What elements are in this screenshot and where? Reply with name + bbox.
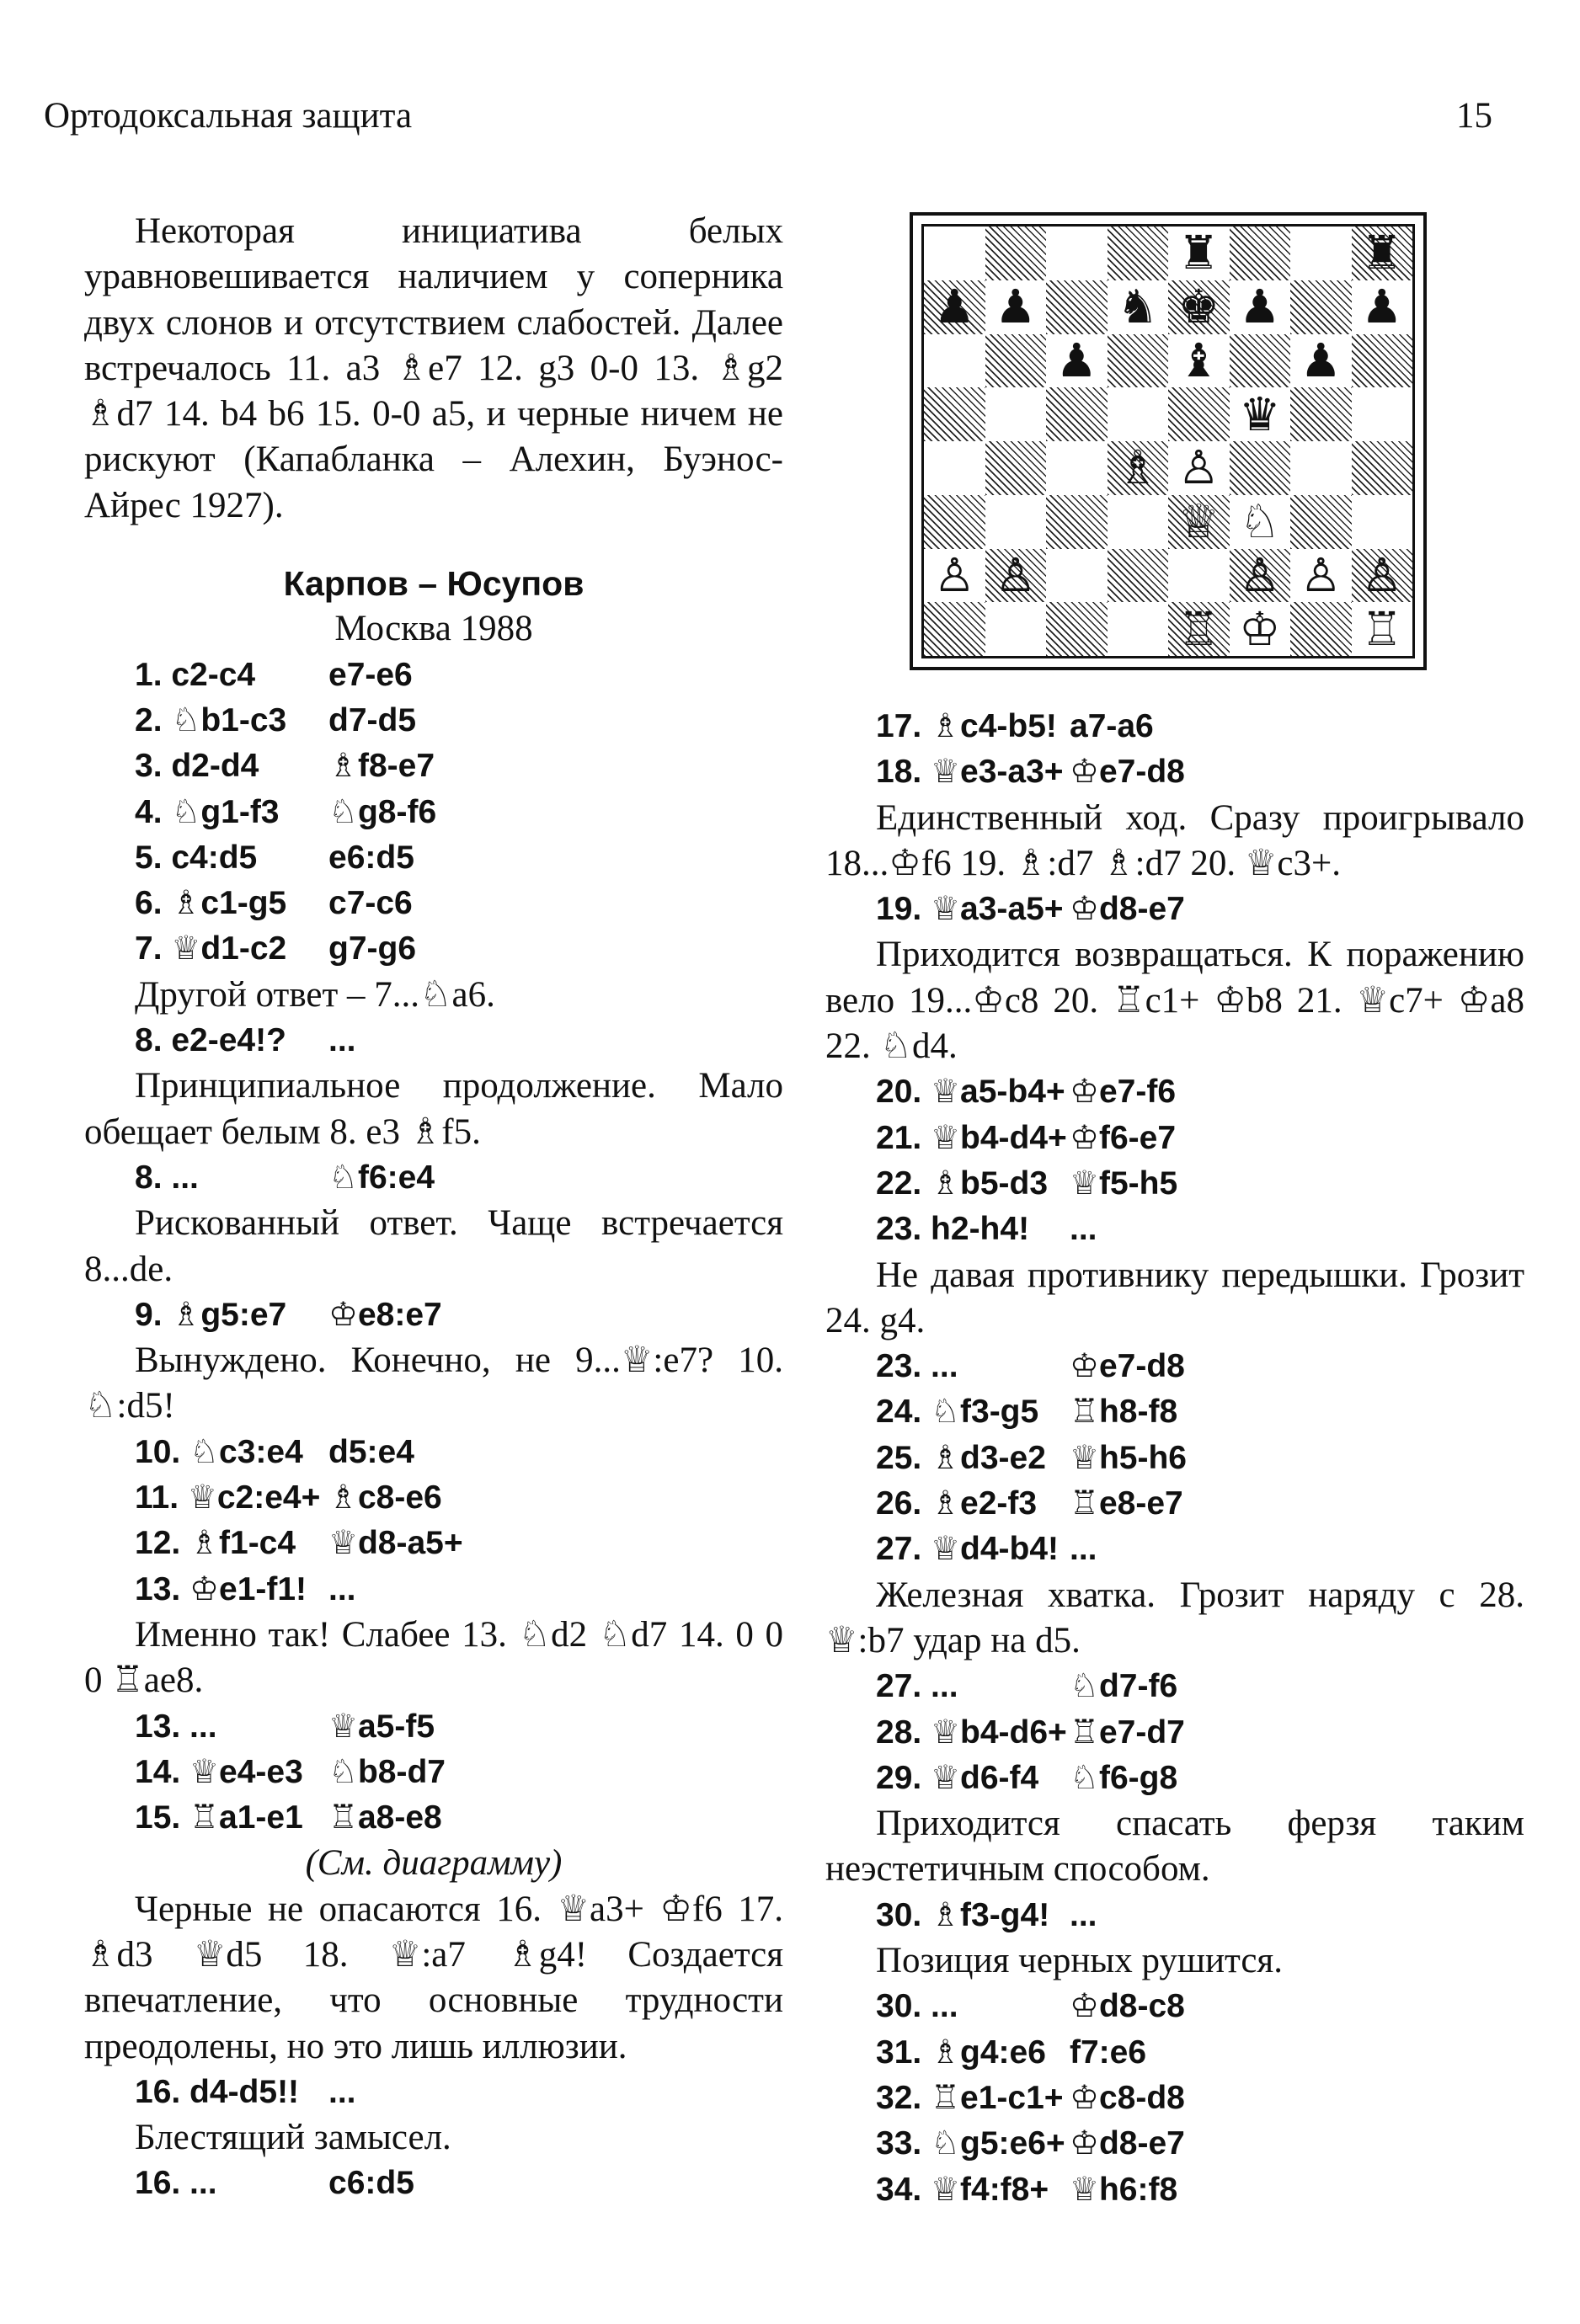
black-move: ♖a8-e8 [328, 1799, 442, 1836]
black-move: ♕h6:f8 [1070, 2171, 1178, 2208]
board-square [1168, 549, 1230, 603]
black-move: ♔e7-d8 [1070, 1348, 1185, 1385]
black-move: ♘b8-d7 [328, 1753, 446, 1790]
move-row [825, 749, 1524, 795]
board-square [1230, 441, 1291, 495]
black-move: ... [1070, 1211, 1097, 1248]
board-square [924, 387, 985, 441]
board-square [1230, 495, 1291, 549]
chess-piece-icon: ♟ [995, 280, 1037, 334]
white-move: 16. ... [135, 2165, 217, 2202]
left-column [84, 209, 783, 2207]
chess-diagram [910, 212, 1427, 670]
move-row [84, 1018, 783, 1063]
board-square [1046, 549, 1108, 603]
chess-piece-icon: ♛ [1239, 386, 1281, 441]
black-move: c6:d5 [328, 2165, 414, 2202]
commentary: Принципиальное продолжение. Мало обещает белым 8. e3 ♗f5. [84, 1066, 783, 1152]
board-square [1230, 387, 1291, 441]
commentary: Позиция черных рушится. [876, 1941, 1283, 1981]
board-square [924, 495, 985, 549]
board-square [1168, 602, 1230, 656]
board-square [1290, 227, 1352, 280]
board-square [1290, 441, 1352, 495]
board-square [1046, 280, 1108, 334]
move-row [825, 1527, 1524, 1572]
chess-piece-icon: ♖ [1177, 601, 1220, 656]
move-row [84, 926, 783, 972]
board-square [985, 549, 1047, 603]
black-move: ♔c8-d8 [1070, 2079, 1185, 2116]
board-square [1108, 495, 1169, 549]
white-move: 27. ♕d4-b4! [876, 1531, 1060, 1568]
chess-piece-icon: ♖ [1361, 601, 1403, 656]
black-move: f7:e6 [1070, 2034, 1147, 2071]
white-move: 24. ♘f3-g5 [876, 1394, 1039, 1431]
board-square [1046, 441, 1108, 495]
commentary: Вынуждено. Конечно, не 9...♕:e7? 10. ♘:d5! [84, 1341, 783, 1426]
white-move: 8. ... [135, 1159, 199, 1196]
board-square [1046, 334, 1108, 388]
white-move: 23. h2-h4! [876, 1211, 1030, 1248]
move-row [825, 1389, 1524, 1435]
white-move: 14. ♕e4-e3 [135, 1753, 303, 1790]
move-row [825, 1161, 1524, 1207]
white-move: 23. ... [876, 1348, 958, 1385]
white-move: 30. ♗f3-g4! [876, 1896, 1050, 1933]
commentary: Другой ответ – 7...♘a6. [135, 974, 495, 1015]
black-move: c7-c6 [328, 885, 413, 922]
white-move: 29. ♕d6-f4 [876, 1759, 1039, 1796]
commentary: Именно так! Слабее 13. ♘d2 ♘d7 14. 0 0 0 ♖ae8. [84, 1614, 783, 1701]
black-move: e6:d5 [328, 839, 414, 876]
black-move: d7-d5 [328, 701, 417, 738]
board-square [1046, 227, 1108, 280]
white-move: 16. d4-d5!! [135, 2073, 300, 2110]
chess-piece-icon: ♙ [1177, 440, 1220, 495]
chess-piece-icon: ♜ [1361, 226, 1403, 280]
move-row [825, 2167, 1524, 2213]
board-square [1168, 280, 1230, 334]
commentary: Рискованный ответ. Чаще встречается 8...de. [84, 1203, 783, 1289]
commentary: Железная хватка. Грозит наряду с 28. ♕:b7 удар на d5. [825, 1575, 1524, 1660]
black-move: ♕h5-h6 [1070, 1439, 1187, 1476]
board-square [1230, 549, 1291, 603]
board-square [924, 334, 985, 388]
move-row [825, 1984, 1524, 2029]
board-square [1046, 495, 1108, 549]
black-move: ♘f6:e4 [328, 1159, 435, 1196]
board-square [1108, 387, 1169, 441]
move-row [84, 1475, 783, 1521]
board-square [1108, 602, 1169, 656]
chapter-title: Ортодоксальная защита [44, 96, 413, 136]
chess-piece-icon: ♙ [1361, 547, 1403, 602]
black-move: ... [328, 2073, 356, 2110]
black-move: ♔e7-f6 [1070, 1074, 1177, 1111]
board-square [985, 441, 1047, 495]
board-square [1352, 549, 1413, 603]
black-move: ♗f8-e7 [328, 748, 435, 785]
black-move: ... [1070, 1896, 1097, 1933]
board-square [985, 280, 1047, 334]
black-move: ♔e8:e7 [328, 1296, 442, 1333]
chess-piece-icon: ♔ [1239, 601, 1281, 656]
page-number: 15 [1456, 96, 1492, 136]
black-move: ... [328, 1022, 356, 1059]
board-square [985, 387, 1047, 441]
move-row [84, 1430, 783, 1475]
board-square [924, 602, 985, 656]
board-square [924, 227, 985, 280]
white-move: 8. e2-e4!? [135, 1022, 286, 1059]
black-move: ♖e8-e7 [1070, 1485, 1183, 1522]
board-square [1108, 441, 1169, 495]
move-row [84, 1750, 783, 1795]
chess-piece-icon: ♗ [1117, 440, 1159, 495]
white-move: 5. c4:d5 [135, 839, 258, 876]
move-row [825, 1893, 1524, 1938]
move-row [84, 1795, 783, 1841]
move-row [825, 1436, 1524, 1481]
board-square [1108, 334, 1169, 388]
black-move: ... [328, 1570, 356, 1607]
white-move: 6. ♗c1-g5 [135, 885, 287, 922]
chess-piece-icon: ♟ [1239, 280, 1281, 334]
move-row [84, 1293, 783, 1338]
black-move: ♔f6-e7 [1070, 1119, 1177, 1156]
game-place: Москва 1988 [334, 609, 533, 649]
board-square [1168, 441, 1230, 495]
board-square [924, 549, 985, 603]
chess-piece-icon: ♜ [1177, 226, 1220, 280]
black-move: ♘g8-f6 [328, 793, 437, 830]
move-row [84, 2070, 783, 2115]
white-move: 10. ♘c3:e4 [135, 1433, 303, 1470]
move-row [825, 1481, 1524, 1527]
white-move: 18. ♕e3-a3+ [876, 754, 1064, 791]
black-move: ♗c8-e6 [328, 1479, 442, 1516]
chess-piece-icon: ♞ [1117, 280, 1159, 334]
board-square [985, 602, 1047, 656]
board-square [1352, 602, 1413, 656]
commentary: Блестящий замысел. [135, 2118, 451, 2158]
move-row [84, 1704, 783, 1750]
chess-piece-icon: ♙ [933, 547, 975, 602]
commentary: Не давая противнику передышки. Грозит 24. g4. [825, 1255, 1524, 1341]
move-row [825, 1069, 1524, 1115]
white-move: 33. ♘g5:e6+ [876, 2125, 1065, 2162]
black-move: d5:e4 [328, 1433, 414, 1470]
move-row [84, 744, 783, 789]
commentary: Приходится спасать ферзя таким неэстетичным способом. [825, 1804, 1524, 1890]
board-square [985, 495, 1047, 549]
white-move: 26. ♗e2-f3 [876, 1485, 1038, 1522]
white-move: 11. ♕c2:e4+ [135, 1479, 321, 1516]
white-move: 20. ♕a5-b4+ [876, 1074, 1065, 1111]
intro-paragraph: Некоторая инициатива белых уравновешивается наличием у соперника двух слонов и отсутствием слабостей. Далее встречалось 11. a3 ♗e7 12. g3 0-0 13. ♗g2 ♗d7 14. b4 b6 15. 0-0 a5, и черные ничем не рискуют (Капабланка – Алехин, Буэнос-Айрес 1927). [84, 211, 783, 525]
chess-piece-icon: ♟ [1361, 280, 1403, 334]
move-row [84, 1155, 783, 1201]
black-move: g7-g6 [328, 930, 417, 967]
white-move: 31. ♗g4:e6 [876, 2034, 1046, 2071]
move-row [825, 2076, 1524, 2121]
move-row [84, 1567, 783, 1612]
move-row [84, 790, 783, 835]
white-move: 27. ... [876, 1668, 958, 1705]
black-move: ♔e7-d8 [1070, 754, 1185, 791]
chess-piece-icon: ♟ [933, 280, 975, 334]
black-move: ♘d7-f6 [1070, 1668, 1178, 1705]
board-square [1230, 334, 1291, 388]
black-move: a7-a6 [1070, 708, 1154, 744]
white-move: 30. ... [876, 1988, 958, 2025]
board-square [1230, 602, 1291, 656]
board-square [985, 227, 1047, 280]
black-move: e7-e6 [328, 656, 413, 693]
chess-piece-icon: ♘ [1239, 494, 1281, 549]
chess-piece-icon: ♟ [1055, 333, 1097, 387]
board-square [924, 441, 985, 495]
move-row [84, 653, 783, 698]
board-square [1290, 280, 1352, 334]
white-move: 3. d2-d4 [135, 748, 259, 785]
board-square [1168, 495, 1230, 549]
move-row [84, 2161, 783, 2206]
commentary: Единственный ход. Сразу проигрывало 18...♔f6 19. ♗:d7 ♗:d7 20. ♕c3+. [825, 797, 1524, 883]
move-row [825, 1756, 1524, 1801]
move-row [825, 2121, 1524, 2167]
board-square [1168, 334, 1230, 388]
move-row [84, 698, 783, 744]
move-row [825, 1344, 1524, 1389]
board-square [1168, 227, 1230, 280]
board-square [1230, 280, 1291, 334]
white-move: 19. ♕a3-a5+ [876, 891, 1064, 928]
white-move: 34. ♕f4:f8+ [876, 2171, 1049, 2208]
black-move: ♘f6-g8 [1070, 1759, 1178, 1796]
white-move: 13. ♔e1-f1! [135, 1570, 307, 1607]
white-move: 15. ♖a1-e1 [135, 1799, 303, 1836]
move-row [825, 1664, 1524, 1709]
board-square [1046, 602, 1108, 656]
chess-piece-icon: ♟ [1300, 333, 1342, 387]
black-move: ♔d8-c8 [1070, 1988, 1185, 2025]
white-move: 4. ♘g1-f3 [135, 793, 280, 830]
left-moves [84, 653, 783, 2207]
board-square [1108, 549, 1169, 603]
diagram-caption: (См. диаграмму) [305, 1843, 563, 1884]
white-move: 17. ♗c4-b5! [876, 708, 1057, 744]
commentary: Черные не опасаются 16. ♕a3+ ♔f6 17. ♗d3 ♕d5 18. ♕:a7 ♗g4! Создается впечатление, что основные трудности преодолены, но это лишь иллюзии. [84, 1889, 783, 2066]
white-move: 25. ♗d3-e2 [876, 1439, 1046, 1476]
black-move: ♖h8-f8 [1070, 1394, 1178, 1431]
move-row [825, 704, 1524, 749]
board-square [1352, 495, 1413, 549]
board-square [1290, 549, 1352, 603]
chess-piece-icon: ♙ [1300, 547, 1342, 602]
board-square [1108, 280, 1169, 334]
move-row [825, 2030, 1524, 2076]
black-move: ♕f5-h5 [1070, 1165, 1178, 1202]
black-move: ♔d8-e7 [1070, 891, 1185, 928]
board-square [1352, 280, 1413, 334]
white-move: 9. ♗g5:e7 [135, 1296, 287, 1333]
board-square [985, 334, 1047, 388]
move-row [825, 1116, 1524, 1161]
white-move: 2. ♘b1-c3 [135, 701, 287, 738]
board-square [924, 280, 985, 334]
board-square [1046, 387, 1108, 441]
right-moves [825, 704, 1524, 2213]
white-move: 22. ♗b5-d3 [876, 1165, 1049, 1202]
white-move: 1. c2-c4 [135, 656, 256, 693]
board-square [1352, 227, 1413, 280]
board-square [1230, 227, 1291, 280]
white-move: 28. ♕b4-d6+ [876, 1714, 1067, 1751]
right-column [825, 704, 1524, 2213]
white-move: 7. ♕d1-c2 [135, 930, 287, 967]
commentary: Приходится возвращаться. К поражению вело 19...♔c8 20. ♖c1+ ♔b8 21. ♕c7+ ♔a8 22. ♘d4. [825, 935, 1524, 1067]
white-move: 21. ♕b4-d4+ [876, 1119, 1067, 1156]
move-row [825, 887, 1524, 932]
board-square [1352, 334, 1413, 388]
board-square [1290, 602, 1352, 656]
chess-piece-icon: ♚ [1177, 280, 1220, 334]
move-row [84, 881, 783, 926]
move-row [84, 835, 783, 881]
black-move: ... [1070, 1531, 1097, 1568]
chess-piece-icon: ♙ [995, 547, 1037, 602]
move-row [825, 1710, 1524, 1756]
game-title: Карпов – Юсупов [283, 564, 584, 604]
board-square [1352, 441, 1413, 495]
board-square [1108, 227, 1169, 280]
chess-piece-icon: ♕ [1177, 494, 1220, 549]
white-move: 12. ♗f1-c4 [135, 1525, 296, 1562]
move-row [84, 1521, 783, 1566]
move-row [825, 1207, 1524, 1252]
white-move: 13. ... [135, 1708, 217, 1745]
black-move: ♖e7-d7 [1070, 1714, 1185, 1751]
black-move: ♕d8-a5+ [328, 1525, 463, 1562]
board-square [1290, 334, 1352, 388]
board-square [1168, 387, 1230, 441]
white-move: 32. ♖e1-c1+ [876, 2079, 1064, 2116]
board-square [1290, 387, 1352, 441]
chess-piece-icon: ♙ [1239, 547, 1281, 602]
black-move: ♔d8-e7 [1070, 2125, 1185, 2162]
chess-piece-icon: ♝ [1177, 333, 1220, 387]
chess-board [921, 224, 1415, 658]
board-square [1352, 387, 1413, 441]
board-square [1290, 495, 1352, 549]
black-move: ♕a5-f5 [328, 1708, 435, 1745]
